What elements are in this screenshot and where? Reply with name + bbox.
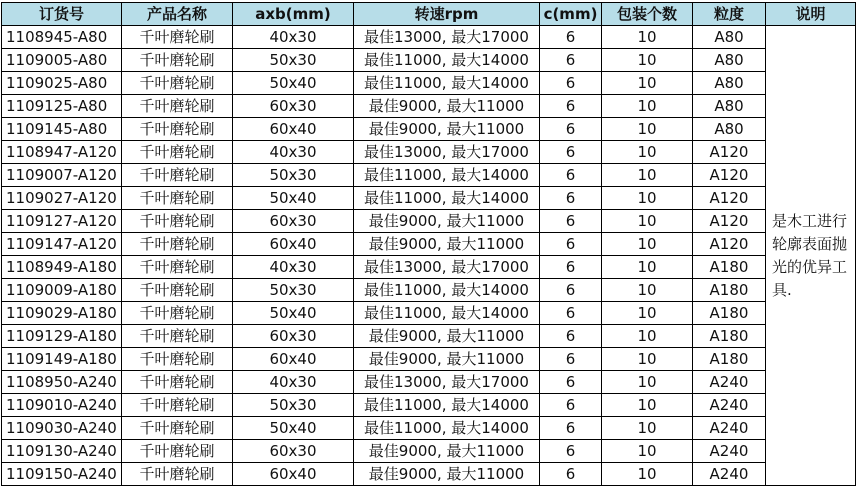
pack-qty-cell: 10 <box>602 95 693 118</box>
table-row <box>2 279 856 302</box>
shank-cell: 6 <box>540 394 602 417</box>
table-row <box>2 72 856 95</box>
table-row <box>2 302 856 325</box>
grit-cell: A240 <box>693 371 766 394</box>
speed-cell: 最佳11000, 最大14000 <box>354 49 540 72</box>
grit-cell: A120 <box>693 164 766 187</box>
grit-cell: A240 <box>693 417 766 440</box>
dimensions-cell: 50x40 <box>233 417 354 440</box>
header-pack-qty: 包装个数 <box>602 3 693 26</box>
table-row <box>2 371 856 394</box>
product-table <box>1 2 856 486</box>
order-number-cell: 1109149-A180 <box>2 348 122 371</box>
table-row <box>2 49 856 72</box>
shank-cell: 6 <box>540 26 602 49</box>
shank-cell: 6 <box>540 371 602 394</box>
pack-qty-cell: 10 <box>602 394 693 417</box>
speed-cell: 最佳11000, 最大14000 <box>354 279 540 302</box>
shank-cell: 6 <box>540 348 602 371</box>
dimensions-cell: 40x30 <box>233 141 354 164</box>
pack-qty-cell: 10 <box>602 279 693 302</box>
pack-qty-cell: 10 <box>602 72 693 95</box>
speed-cell: 最佳11000, 最大14000 <box>354 72 540 95</box>
product-name-cell: 千叶磨轮刷 <box>122 187 233 210</box>
table-row <box>2 233 856 256</box>
speed-cell: 最佳9000, 最大11000 <box>354 118 540 141</box>
product-name-cell: 千叶磨轮刷 <box>122 417 233 440</box>
speed-cell: 最佳11000, 最大14000 <box>354 302 540 325</box>
dimensions-cell: 60x30 <box>233 95 354 118</box>
dimensions-cell: 40x30 <box>233 256 354 279</box>
header-product-name: 产品名称 <box>122 3 233 26</box>
grit-cell: A180 <box>693 302 766 325</box>
pack-qty-cell: 10 <box>602 325 693 348</box>
table-row <box>2 95 856 118</box>
dimensions-cell: 60x30 <box>233 440 354 463</box>
speed-cell: 最佳9000, 最大11000 <box>354 233 540 256</box>
order-number-cell: 1109009-A180 <box>2 279 122 302</box>
table-body <box>2 26 856 486</box>
dimensions-cell: 50x40 <box>233 72 354 95</box>
speed-cell: 最佳9000, 最大11000 <box>354 440 540 463</box>
grit-cell: A180 <box>693 256 766 279</box>
dimensions-cell: 50x30 <box>233 49 354 72</box>
grit-cell: A120 <box>693 210 766 233</box>
table-row <box>2 210 856 233</box>
order-number-cell: 1108950-A240 <box>2 371 122 394</box>
speed-cell: 最佳9000, 最大11000 <box>354 210 540 233</box>
product-name-cell: 千叶磨轮刷 <box>122 26 233 49</box>
product-name-cell: 千叶磨轮刷 <box>122 164 233 187</box>
pack-qty-cell: 10 <box>602 348 693 371</box>
grit-cell: A80 <box>693 95 766 118</box>
dimensions-cell: 60x40 <box>233 463 354 486</box>
shank-cell: 6 <box>540 95 602 118</box>
table-row <box>2 394 856 417</box>
order-number-cell: 1109029-A180 <box>2 302 122 325</box>
table-row <box>2 463 856 486</box>
pack-qty-cell: 10 <box>602 417 693 440</box>
speed-cell: 最佳13000, 最大17000 <box>354 141 540 164</box>
table-row <box>2 26 856 49</box>
grit-cell: A120 <box>693 233 766 256</box>
pack-qty-cell: 10 <box>602 302 693 325</box>
product-name-cell: 千叶磨轮刷 <box>122 463 233 486</box>
table-row <box>2 256 856 279</box>
speed-cell: 最佳11000, 最大14000 <box>354 394 540 417</box>
speed-cell: 最佳11000, 最大14000 <box>354 417 540 440</box>
product-name-cell: 千叶磨轮刷 <box>122 210 233 233</box>
order-number-cell: 1108947-A120 <box>2 141 122 164</box>
shank-cell: 6 <box>540 417 602 440</box>
shank-cell: 6 <box>540 256 602 279</box>
dimensions-cell: 50x30 <box>233 394 354 417</box>
shank-cell: 6 <box>540 302 602 325</box>
grit-cell: A180 <box>693 325 766 348</box>
product-name-cell: 千叶磨轮刷 <box>122 256 233 279</box>
pack-qty-cell: 10 <box>602 118 693 141</box>
shank-cell: 6 <box>540 233 602 256</box>
grit-cell: A120 <box>693 187 766 210</box>
order-number-cell: 1109147-A120 <box>2 233 122 256</box>
grit-cell: A240 <box>693 463 766 486</box>
grit-cell: A240 <box>693 440 766 463</box>
order-number-cell: 1109150-A240 <box>2 463 122 486</box>
dimensions-cell: 40x30 <box>233 371 354 394</box>
shank-cell: 6 <box>540 440 602 463</box>
product-name-cell: 千叶磨轮刷 <box>122 141 233 164</box>
speed-cell: 最佳9000, 最大11000 <box>354 348 540 371</box>
product-name-cell: 千叶磨轮刷 <box>122 49 233 72</box>
grit-cell: A180 <box>693 348 766 371</box>
pack-qty-cell: 10 <box>602 49 693 72</box>
pack-qty-cell: 10 <box>602 141 693 164</box>
shank-cell: 6 <box>540 72 602 95</box>
dimensions-cell: 60x40 <box>233 348 354 371</box>
grit-cell: A80 <box>693 72 766 95</box>
pack-qty-cell: 10 <box>602 463 693 486</box>
header-row <box>2 3 856 26</box>
table-row <box>2 325 856 348</box>
dimensions-cell: 60x30 <box>233 210 354 233</box>
speed-cell: 最佳13000, 最大17000 <box>354 371 540 394</box>
order-number-cell: 1109145-A80 <box>2 118 122 141</box>
shank-cell: 6 <box>540 49 602 72</box>
table-row <box>2 348 856 371</box>
order-number-cell: 1109025-A80 <box>2 72 122 95</box>
dimensions-cell: 50x40 <box>233 302 354 325</box>
speed-cell: 最佳11000, 最大14000 <box>354 187 540 210</box>
product-name-cell: 千叶磨轮刷 <box>122 95 233 118</box>
header-speed: 转速rpm <box>354 3 540 26</box>
dimensions-cell: 60x40 <box>233 118 354 141</box>
speed-cell: 最佳9000, 最大11000 <box>354 325 540 348</box>
order-number-cell: 1109127-A120 <box>2 210 122 233</box>
shank-cell: 6 <box>540 141 602 164</box>
product-name-cell: 千叶磨轮刷 <box>122 371 233 394</box>
order-number-cell: 1109130-A240 <box>2 440 122 463</box>
table-row <box>2 440 856 463</box>
speed-cell: 最佳13000, 最大17000 <box>354 26 540 49</box>
order-number-cell: 1109010-A240 <box>2 394 122 417</box>
grit-cell: A180 <box>693 279 766 302</box>
product-name-cell: 千叶磨轮刷 <box>122 325 233 348</box>
order-number-cell: 1109007-A120 <box>2 164 122 187</box>
shank-cell: 6 <box>540 279 602 302</box>
grit-cell: A80 <box>693 118 766 141</box>
header-description: 说明 <box>766 3 856 26</box>
order-number-cell: 1108945-A80 <box>2 26 122 49</box>
dimensions-cell: 60x30 <box>233 325 354 348</box>
pack-qty-cell: 10 <box>602 371 693 394</box>
pack-qty-cell: 10 <box>602 164 693 187</box>
product-name-cell: 千叶磨轮刷 <box>122 233 233 256</box>
order-number-cell: 1109030-A240 <box>2 417 122 440</box>
shank-cell: 6 <box>540 118 602 141</box>
shank-cell: 6 <box>540 463 602 486</box>
table-row <box>2 141 856 164</box>
pack-qty-cell: 10 <box>602 187 693 210</box>
grit-cell: A120 <box>693 141 766 164</box>
speed-cell: 最佳9000, 最大11000 <box>354 95 540 118</box>
order-number-cell: 1109125-A80 <box>2 95 122 118</box>
grit-cell: A80 <box>693 49 766 72</box>
order-number-cell: 1109129-A180 <box>2 325 122 348</box>
table-row <box>2 417 856 440</box>
pack-qty-cell: 10 <box>602 26 693 49</box>
dimensions-cell: 50x40 <box>233 187 354 210</box>
shank-cell: 6 <box>540 325 602 348</box>
pack-qty-cell: 10 <box>602 440 693 463</box>
product-table-sheet <box>1 2 856 486</box>
product-name-cell: 千叶磨轮刷 <box>122 394 233 417</box>
description-cell <box>766 26 856 486</box>
order-number-cell: 1109005-A80 <box>2 49 122 72</box>
shank-cell: 6 <box>540 187 602 210</box>
shank-cell: 6 <box>540 210 602 233</box>
product-name-cell: 千叶磨轮刷 <box>122 118 233 141</box>
table-row <box>2 118 856 141</box>
header-order-number: 订货号 <box>2 3 122 26</box>
shank-cell: 6 <box>540 164 602 187</box>
pack-qty-cell: 10 <box>602 210 693 233</box>
speed-cell: 最佳11000, 最大14000 <box>354 164 540 187</box>
table-row <box>2 164 856 187</box>
product-name-cell: 千叶磨轮刷 <box>122 302 233 325</box>
dimensions-cell: 50x30 <box>233 279 354 302</box>
description-text: 是木工进行轮廓表面抛光的优异工具. <box>772 211 848 299</box>
header-dimensions: axb(mm) <box>233 3 354 26</box>
table-row <box>2 187 856 210</box>
product-name-cell: 千叶磨轮刷 <box>122 72 233 95</box>
pack-qty-cell: 10 <box>602 233 693 256</box>
product-name-cell: 千叶磨轮刷 <box>122 348 233 371</box>
header-grit: 粒度 <box>693 3 766 26</box>
order-number-cell: 1109027-A120 <box>2 187 122 210</box>
speed-cell: 最佳9000, 最大11000 <box>354 463 540 486</box>
dimensions-cell: 60x40 <box>233 233 354 256</box>
order-number-cell: 1108949-A180 <box>2 256 122 279</box>
product-name-cell: 千叶磨轮刷 <box>122 279 233 302</box>
grit-cell: A80 <box>693 26 766 49</box>
speed-cell: 最佳13000, 最大17000 <box>354 256 540 279</box>
grit-cell: A240 <box>693 394 766 417</box>
header-shank: c(mm) <box>540 3 602 26</box>
dimensions-cell: 40x30 <box>233 26 354 49</box>
product-name-cell: 千叶磨轮刷 <box>122 440 233 463</box>
dimensions-cell: 50x30 <box>233 164 354 187</box>
pack-qty-cell: 10 <box>602 256 693 279</box>
